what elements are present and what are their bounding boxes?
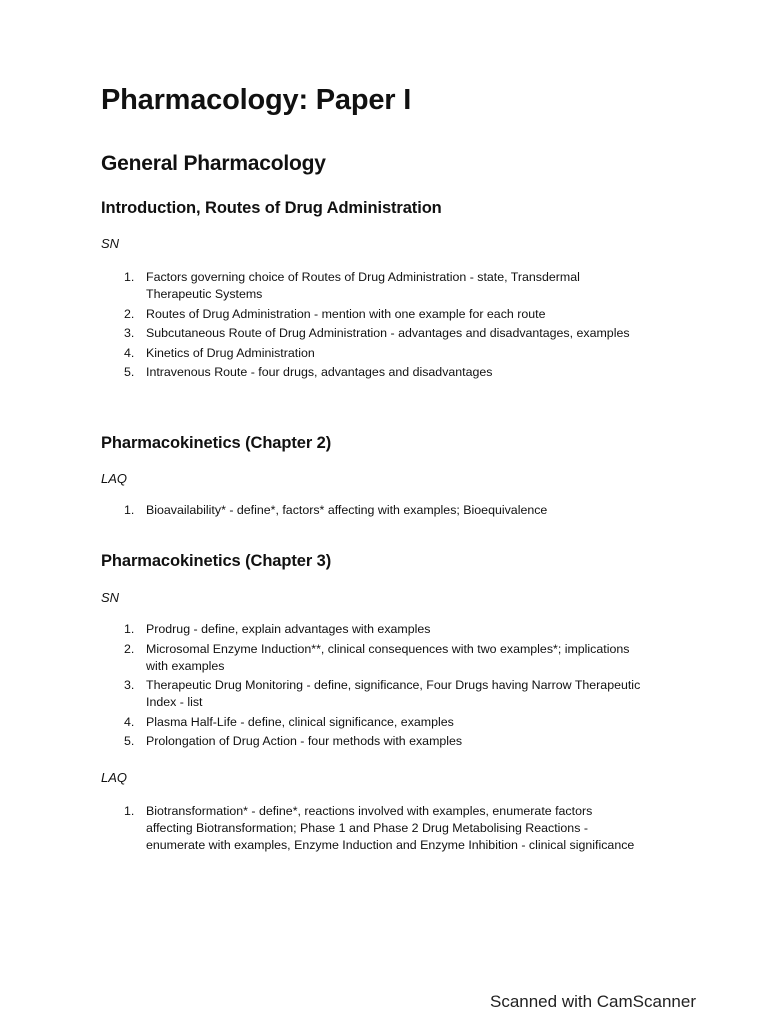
question-type-label: LAQ (101, 471, 128, 486)
question-list (101, 621, 641, 753)
list-item: 1. Factors governing choice of Routes of Drug Administration - state, Transdermal Therapeutic Systems (124, 270, 580, 301)
question-list (101, 269, 641, 384)
question-list (101, 803, 641, 857)
list-item: 2. Microsomal Enzyme Induction**, clinical consequences with two examples*; implications with examples (124, 641, 630, 673)
question-type-label: LAQ (101, 770, 128, 785)
topic-heading-pharmacokinetics-2: Pharmacokinetics (Chapter 2) (101, 434, 332, 452)
topic-heading-routes: Introduction, Routes of Drug Administration (101, 199, 442, 217)
list-item: 5. Intravenous Route - four drugs, advantages and disadvantages (124, 365, 493, 379)
topic-heading-pharmacokinetics-3: Pharmacokinetics (Chapter 3) (101, 552, 332, 570)
question-list (101, 502, 641, 522)
page-title: Pharmacology: Paper I (101, 84, 412, 116)
list-item: 1. Biotransformation* - define*, reactions involved with examples, enumerate factors affecting Biotransformation; Phase 1 and Phase 2 Drug Metabolising Reactions - enumerate with examples, Enzyme Induction and Enzyme Inhibition - clinical significance (124, 804, 635, 852)
list-item: 4. Kinetics of Drug Administration (124, 345, 315, 360)
question-type-label: SN (101, 590, 120, 605)
question-type-label: SN (101, 236, 120, 251)
list-item: 1. Bioavailability* - define*, factors* affecting with examples; Bioequivalence (124, 503, 548, 517)
list-item: 3. Therapeutic Drug Monitoring - define, significance, Four Drugs having Narrow Therapeutic Index - list (124, 678, 641, 709)
list-item: 4. Plasma Half-Life - define, clinical significance, examples (124, 714, 454, 729)
section-title: General Pharmacology (101, 152, 326, 175)
scanner-watermark: Scanned with CamScanner (489, 992, 696, 1011)
list-item: 1. Prodrug - define, explain advantages with examples (124, 622, 431, 636)
list-item: 2. Routes of Drug Administration - mention with one example for each route (124, 306, 546, 321)
list-item: 3. Subcutaneous Route of Drug Administration - advantages and disadvantages, examples (124, 326, 630, 340)
list-item: 5. Prolongation of Drug Action - four methods with examples (124, 734, 463, 748)
